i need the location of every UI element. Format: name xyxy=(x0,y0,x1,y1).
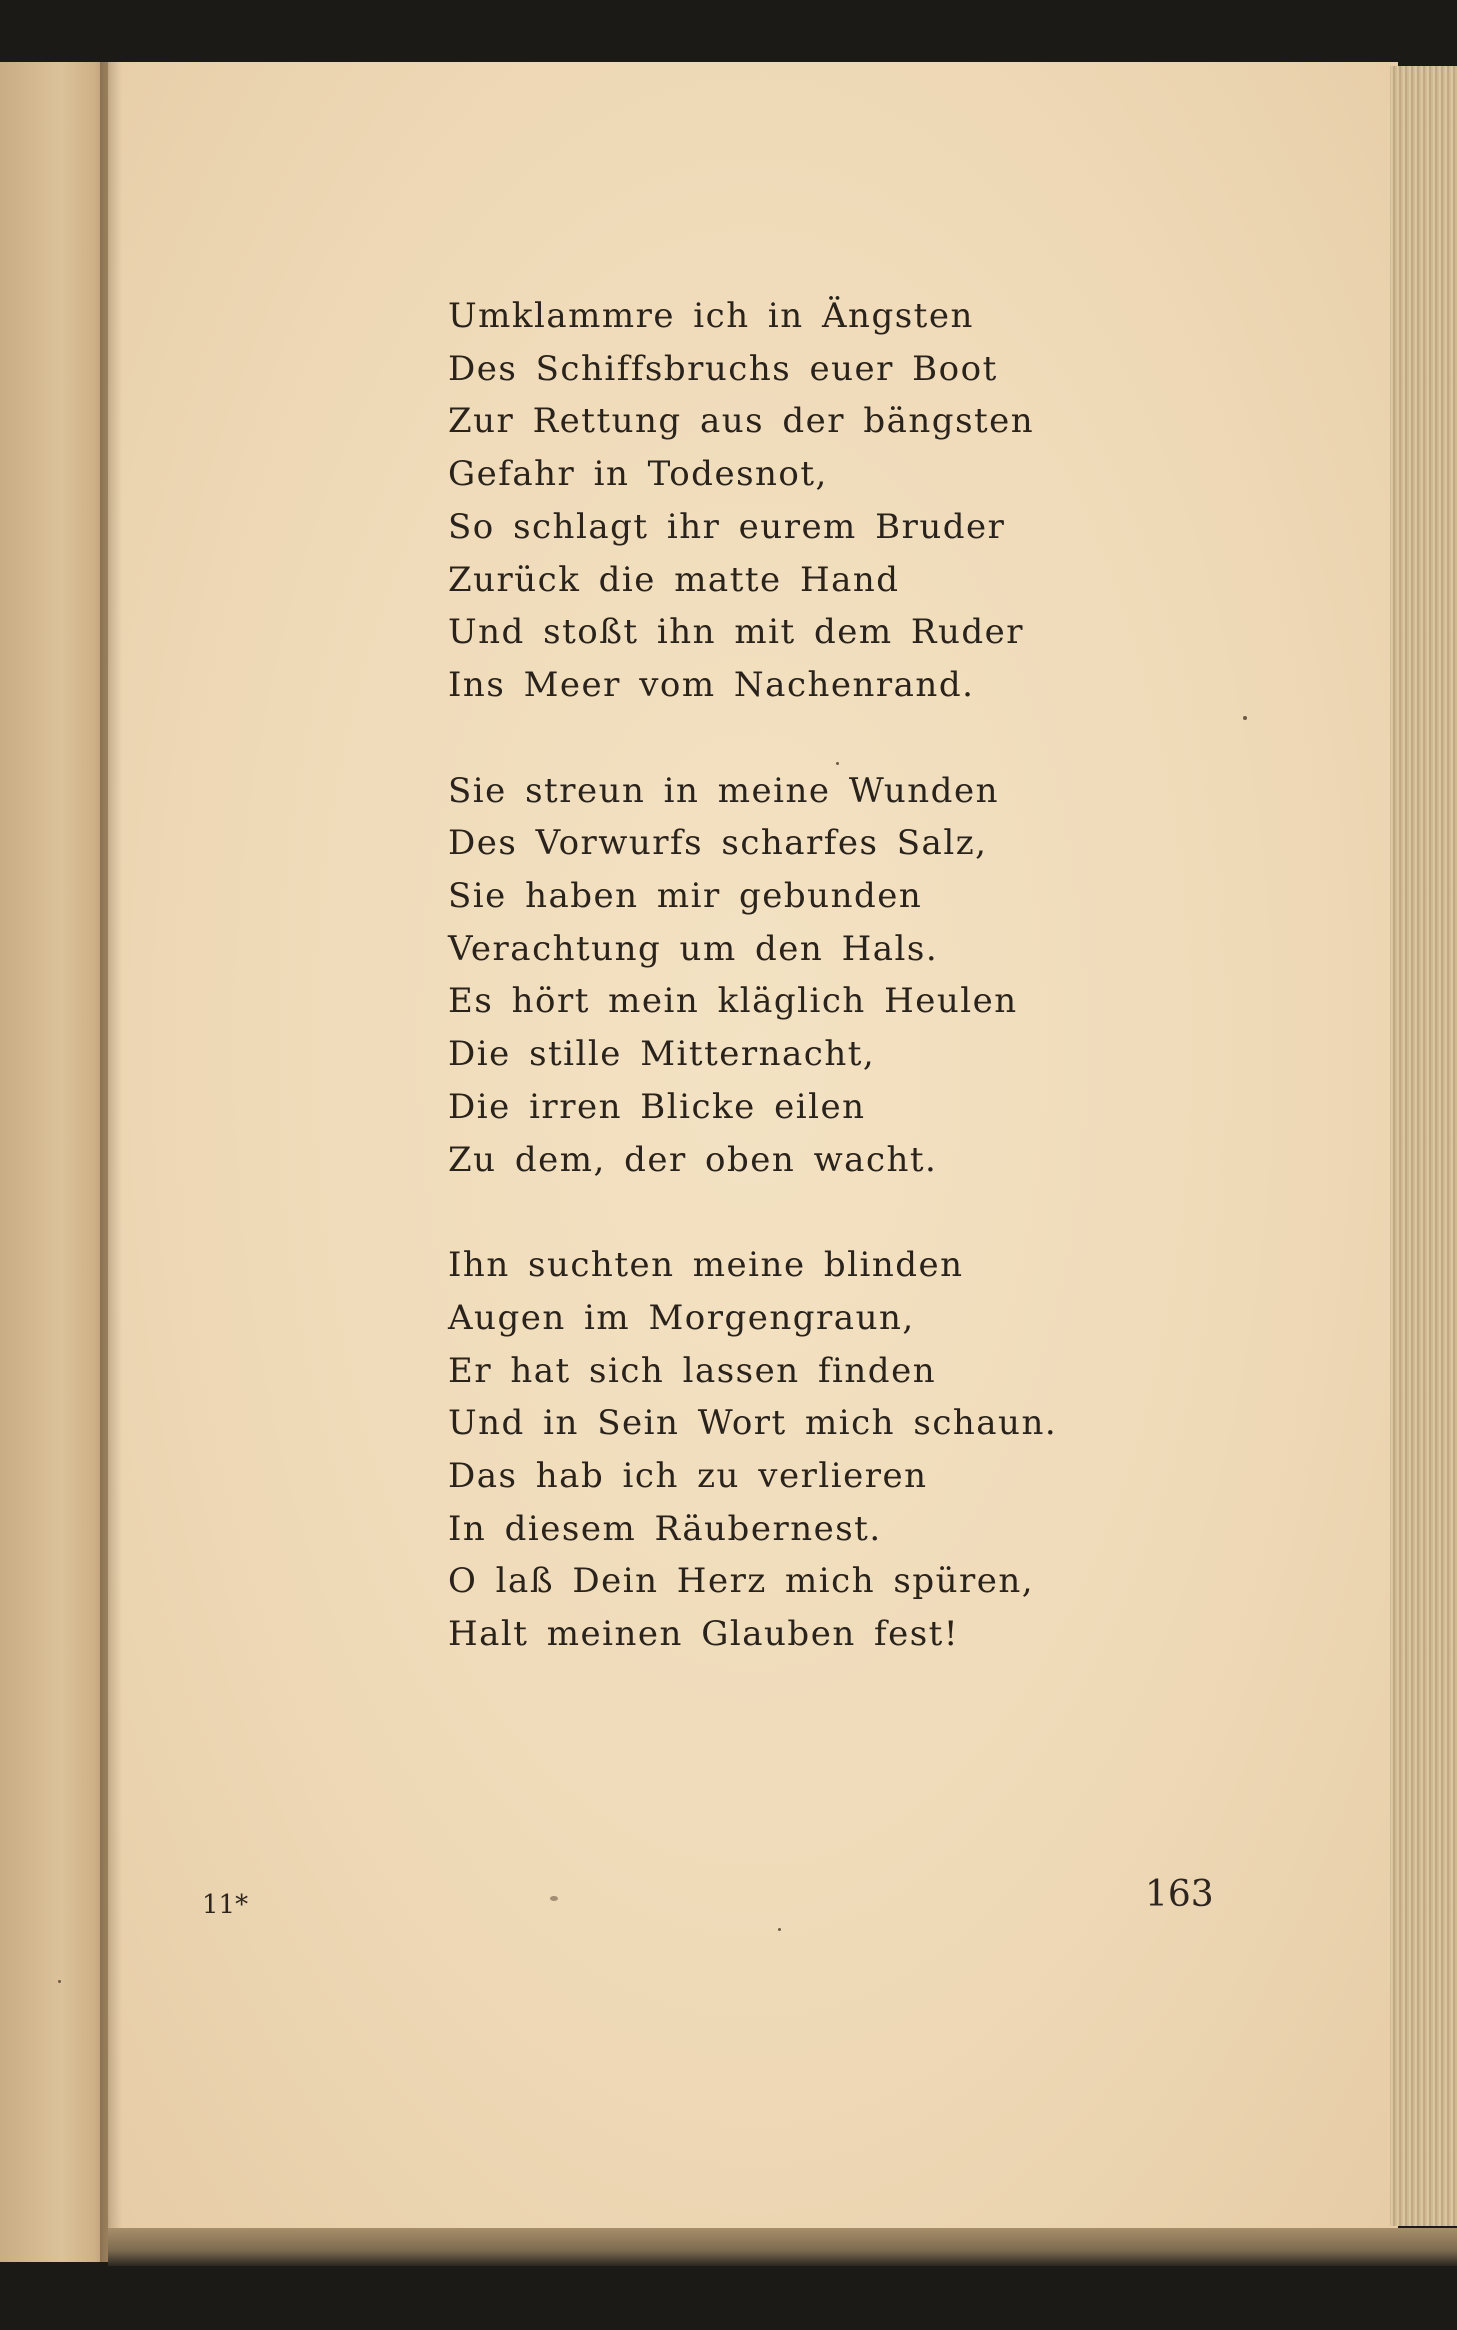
verse-line: In diesem Räubernest. xyxy=(448,1508,882,1549)
verse-line: O laß Dein Herz mich spüren, xyxy=(448,1561,1035,1602)
stanza-3 xyxy=(448,1239,1168,1661)
verse-line: Zur Rettung aus der bängsten xyxy=(448,401,1035,442)
verse-line: Umklammre ich in Ängsten xyxy=(448,296,974,336)
verse-line: Zurück die matte Hand xyxy=(448,559,900,600)
verse-line: Augen im Morgengraun, xyxy=(448,1297,915,1338)
paper-speck xyxy=(58,1980,61,1983)
verse-line: Sie haben mir gebunden xyxy=(448,876,923,917)
page-gutter-shadow xyxy=(100,62,122,2262)
verse-line: Und in Sein Wort mich schaun. xyxy=(448,1403,1058,1444)
verse-line: Er hat sich lassen finden xyxy=(448,1350,937,1391)
verse-line: Die irren Blicke eilen xyxy=(448,1086,866,1127)
poem xyxy=(448,290,1168,1714)
left-page-edge xyxy=(0,62,112,2262)
verse-line: Die stille Mitternacht, xyxy=(448,1034,876,1075)
cover-bottom-edge xyxy=(108,2228,1457,2266)
verse-line: Ins Meer vom Nachenrand. xyxy=(448,664,975,705)
verse-line: Ihn suchten meine blinden xyxy=(448,1245,964,1286)
verse-line: Das hab ich zu verlieren xyxy=(448,1456,928,1497)
verse-line: Zu dem, der oben wacht. xyxy=(448,1139,938,1180)
verse-line: Es hört mein kläglich Heulen xyxy=(448,981,1018,1022)
verse-line: So schlagt ihr eurem Bruder xyxy=(448,506,1006,547)
verse-line: Des Schiffsbruchs euer Boot xyxy=(448,348,998,389)
page-edges xyxy=(1390,66,1457,2226)
verse-line: Halt meinen Glauben fest! xyxy=(448,1614,959,1655)
paper-speck xyxy=(1243,716,1247,720)
verse-line: Verachtung um den Hals. xyxy=(448,928,939,969)
verse-line: Gefahr in Todesnot, xyxy=(448,454,828,495)
stanza-1 xyxy=(448,290,1168,712)
verse-line: Und stoßt ihn mit dem Ruder xyxy=(448,612,1025,653)
paper-speck xyxy=(550,1896,558,1901)
paper-speck xyxy=(778,1928,781,1931)
verse-line: Des Vorwurfs scharfes Salz, xyxy=(448,823,988,864)
signature-mark: 11* xyxy=(202,1890,249,1920)
page-number: 163 xyxy=(1145,1874,1214,1915)
stanza-2 xyxy=(448,765,1168,1187)
verse-line: Sie streun in meine Wunden xyxy=(448,770,999,811)
